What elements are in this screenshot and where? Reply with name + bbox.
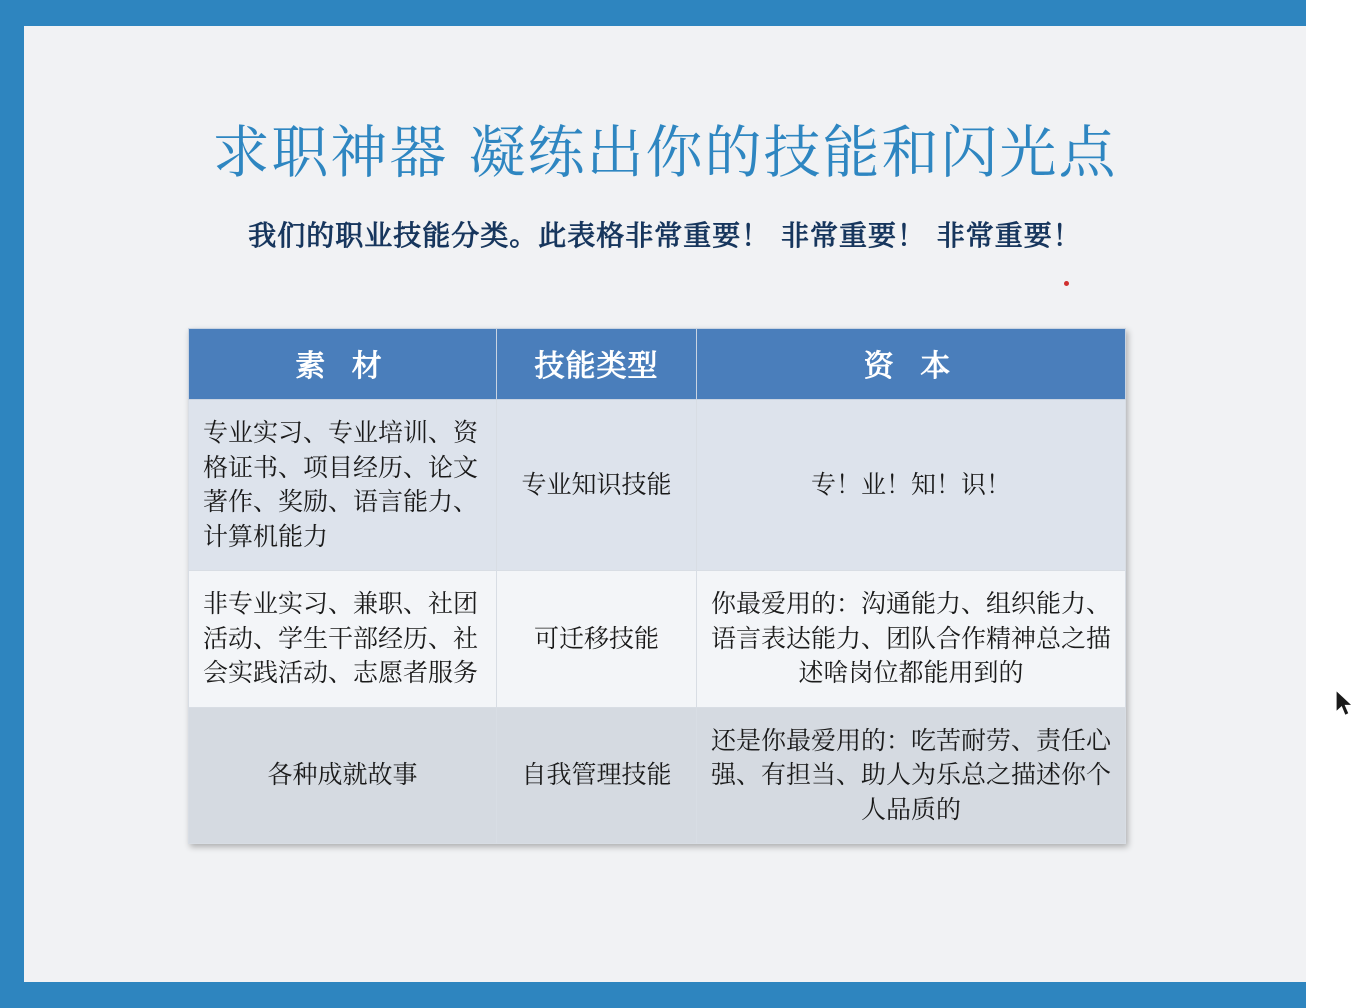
page-subtitle: 我们的职业技能分类。此表格非常重要！ 非常重要！ 非常重要！ — [248, 219, 1082, 252]
column-header-capital: 资 本 — [697, 329, 1126, 400]
cell-skill-type: 专业知识技能 — [497, 400, 697, 571]
right-margin-band — [1306, 0, 1355, 1008]
table-row — [189, 400, 1126, 571]
cell-capital: 你最爱用的：沟通能力、组织能力、语言表达能力、团队合作精神总之描述啥岗位都能用到的 — [697, 571, 1126, 708]
cell-materials: 各种成就故事 — [189, 707, 497, 844]
red-dot-annotation — [1064, 281, 1069, 286]
cell-materials: 专业实习、专业培训、资格证书、项目经历、论文著作、奖励、语言能力、计算机能力 — [189, 400, 497, 571]
cell-capital: 专！业！知！识！ — [697, 400, 1126, 571]
page-title: 求职神器 凝练出你的技能和闪光点 — [212, 120, 1118, 186]
skills-table — [188, 328, 1126, 844]
table-row — [189, 571, 1126, 708]
table-row — [189, 707, 1126, 844]
table-header-row — [189, 329, 1126, 400]
cell-capital: 还是你最爱用的：吃苦耐劳、责任心强、有担当、助人为乐总之描述你个人品质的 — [697, 707, 1126, 844]
column-header-skill-type: 技能类型 — [497, 329, 697, 400]
column-header-materials: 素 材 — [189, 329, 497, 400]
slide-canvas — [24, 26, 1306, 982]
cell-skill-type: 自我管理技能 — [497, 707, 697, 844]
cell-materials: 非专业实习、兼职、社团活动、学生干部经历、社会实践活动、志愿者服务 — [189, 571, 497, 708]
cell-skill-type: 可迁移技能 — [497, 571, 697, 708]
